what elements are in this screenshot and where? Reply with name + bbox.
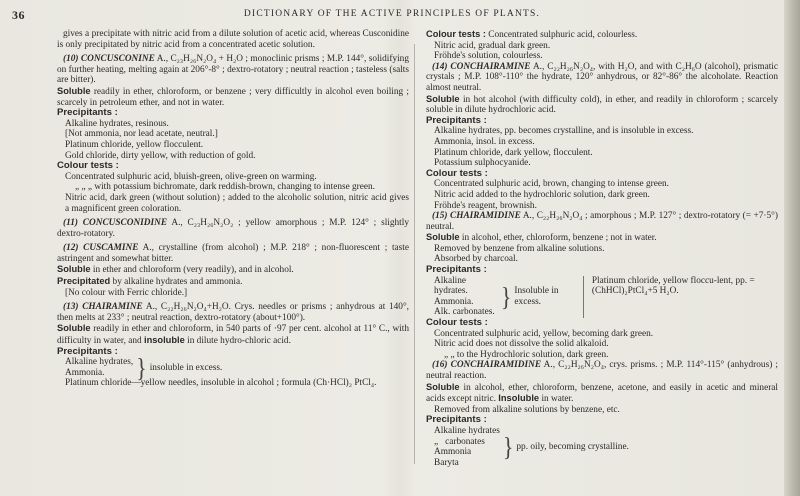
precipitant-group: [57, 352, 409, 383]
colour-test-item: „ „ „ with potassium bichromate, dark reddish-brown, changing to intense green.: [75, 182, 376, 193]
colour-tests-heading: Colour tests :: [426, 167, 488, 179]
solubility-line: Soluble in ether and chloroform (very readily), and in alcohol.: [57, 264, 294, 276]
precipitant-item: Alk. carbonates.: [434, 307, 495, 318]
precipitant-item: Alkaline hydrates: [434, 425, 500, 436]
colour-test-item: Nitric acid does not dissolve the solid alkaloid.: [434, 339, 609, 350]
solubility-line: Soluble readily in ether and chloroform, in 540 parts of ·97 per cent. alcohol at 11° C., with difficulty in water, and insoluble in dilute hydro-chloric acid.: [57, 323, 409, 347]
precipitant-item: Ammonia, insol. in excess.: [434, 136, 535, 147]
solubility-line: Soluble readily in ether, chloroform, or benzene ; very difficultly in alcohol even boiling ; scarcely in petroleum ether, and not in water.: [57, 85, 409, 108]
colour-tests-heading: Colour tests :: [426, 317, 488, 329]
precipitant-item: Alkaline hydrates, pp. becomes crystalline, and is insoluble in excess.: [434, 126, 694, 137]
intro-paragraph: gives a precipitate with nitric acid from a dilute solution of acetic acid, whereas Cusconidine is only precipitated by nitric acid from a concentrated acetic solution.: [57, 29, 409, 50]
precipitants-heading: Precipitants :: [57, 345, 118, 357]
precipitants-heading: Precipitants :: [426, 414, 487, 426]
precipitated-line: Precipitated by alkaline hydrates and ammonia.: [57, 276, 243, 288]
colour-test-item: Concentrated sulphuric acid, brown, changing to intense green.: [434, 179, 669, 190]
precipitant-item: Potassium sulphocyanide.: [434, 158, 531, 169]
precipitant-item: Alkaline hydrates, resinous.: [65, 118, 169, 129]
precipitant-item: Alkaline hydrates,: [65, 357, 134, 368]
solubility-line: Soluble in alcohol, ether, chloroform, benzene, acetone, and easily in acetic and mineral acids except nitric. Insoluble in water.: [426, 381, 779, 405]
precipitant-item: „ carbonates: [434, 436, 485, 447]
brace-note: insoluble in excess.: [149, 362, 223, 373]
page-number: 36: [12, 8, 25, 22]
platinum-chloride-note: Platinum chloride, yellow floccu-lent, pp. = (ChHCl)₂PtCl₄+5 H₂O.: [583, 276, 778, 318]
page-header: [8, 8, 776, 24]
colour-test-item: Concentrated sulphuric acid, bluish-green, olive-green on warming.: [65, 171, 317, 182]
precipitant-item: Gold chloride, dirty yellow, with reduction of gold.: [65, 150, 256, 161]
removal-note: Removed by benzene from alkaline solutions.: [434, 243, 605, 254]
brace-note: pp. oily, becoming crystalline.: [516, 441, 629, 452]
book-binding-edge: [784, 0, 800, 496]
entry-conchairamidine: (16) CONCHAIRAMIDINE A., C₂₂H₂₆N₂O₄, crys. prisms. ; M.P. 114°-115° (anhydrous) ; neutral reaction.: [426, 360, 778, 381]
precipitant-item: Ammonia.: [434, 296, 474, 307]
colour-test-item: Nitric acid, dark green (without solution) ; added to the alcoholic solution, nitric acid gives a magnificent green coloration.: [65, 192, 409, 214]
precipitant-item: Baryta: [434, 457, 459, 468]
entry-concusconidine: (11) CONCUSCONIDINE A., C₂₃H₂₆N₂O₂ ; yellow amorphous ; M.P. 124° ; slightly dextro-rotatory.: [57, 218, 409, 239]
solubility-line: Soluble in alcohol, ether, chloroform, benzene ; not in water.: [426, 232, 657, 244]
colour-test-item: Fröhde's reagent, brownish.: [434, 200, 537, 211]
precipitant-item: Alkaline hydrates.: [434, 275, 468, 297]
running-title: DICTIONARY OF THE ACTIVE PRINCIPLES OF PLANTS.: [243, 9, 541, 19]
precipitant-item: Ammonia: [434, 447, 472, 458]
precipitant-group: [426, 426, 778, 468]
precipitants-heading: Precipitants :: [426, 114, 487, 126]
colour-test-item: Nitric acid, gradual dark green.: [434, 40, 551, 51]
note-item: [No colour with Ferric chloride.]: [65, 287, 188, 298]
brace-note: Insoluble in excess.: [514, 286, 559, 307]
brace-icon: }: [502, 431, 514, 462]
right-column: [426, 29, 778, 468]
precipitants-heading: Precipitants :: [426, 264, 487, 276]
colour-test-item: Nitric acid added to the hydrochloric solution, dark green.: [434, 189, 650, 200]
colour-test-item: „ „ to the Hydrochloric solution, dark green.: [444, 349, 609, 360]
entry-conchairamine: (14) CONCHAIRAMINE A., C₂₂H₂₆N₂O₄, with H₂O, and with C₂H₆O (alcohol), prismatic crystals ; M.P. 108°-110° the hydrate, 120° anhydrous, or 82°-86° the alcoholate. Reaction almost neutral.: [426, 61, 778, 93]
entry-cuscamine: (12) CUSCAMINE A., crystalline (from alcohol) ; M.P. 218° ; non-fluorescent ; taste astringent and somewhat bitter.: [57, 243, 409, 264]
colour-test-item: Fröhde's solution, colourless.: [434, 51, 543, 62]
precipitant-item: Ammonia.: [65, 367, 105, 378]
precipitant-item: Platinum chloride—yellow needles, insoluble in alcohol ; formula (Ch·HCl)₂ PtCl₄.: [65, 378, 377, 389]
colour-tests-line: Colour tests : Concentrated sulphuric acid, colourless.: [426, 29, 638, 40]
precipitants-heading: Precipitants :: [57, 107, 118, 119]
absorption-note: Absorbed by charcoal.: [434, 254, 518, 265]
colour-test-item: Concentrated sulphuric acid, yellow, becoming dark green.: [434, 328, 654, 339]
brace-icon: }: [136, 352, 147, 383]
solubility-line: Soluble in hot alcohol (with difficulty cold), in ether, and readily in chloroform ; scarcely soluble in dilute hydrochloric acid.: [426, 93, 778, 116]
removal-note: Removed from alkaline solutions by benzene, etc.: [434, 404, 620, 415]
entry-chairamine: (13) CHAIRAMINE A., C₂₂H₂₆N₂O₄+H₂O. Crys. needles or prisms ; anhydrous at 140°, then melts at 233° ; neutral reaction, dextro-rotatory (about+100°).: [57, 302, 409, 323]
brace-icon: }: [500, 281, 512, 312]
colour-tests-heading: Colour tests :: [57, 160, 119, 172]
column-divider: [414, 44, 415, 464]
entry-heading: (10) CONCUSCONINE: [63, 54, 155, 65]
precipitant-table: [426, 276, 778, 318]
entry-chairamidine: (15) CHAIRAMIDINE A., C₂₂H₂₆N₂O₄ ; amorphous ; M.P. 127° ; dextro-rotatory (= +7·5°) neutral.: [426, 211, 778, 232]
precipitant-item: [Not ammonia, nor lead acetate, neutral.]: [65, 129, 218, 140]
precipitant-item: Platinum chloride, dark yellow, flocculent.: [434, 147, 593, 158]
precipitant-item: Platinum chloride, yellow flocculent.: [65, 139, 204, 150]
entry-concusconine: (10) CONCUSCONINE A., C₂₃H₂₆N₂O₄ + H₂O ; monoclinic prisms ; M.P. 144°, solidifying on further heating, melting again at 206°-8° ; dextro-rotatory ; neutral reaction ; tasteless (salts are bitter).: [57, 54, 409, 86]
left-column: [57, 29, 409, 389]
